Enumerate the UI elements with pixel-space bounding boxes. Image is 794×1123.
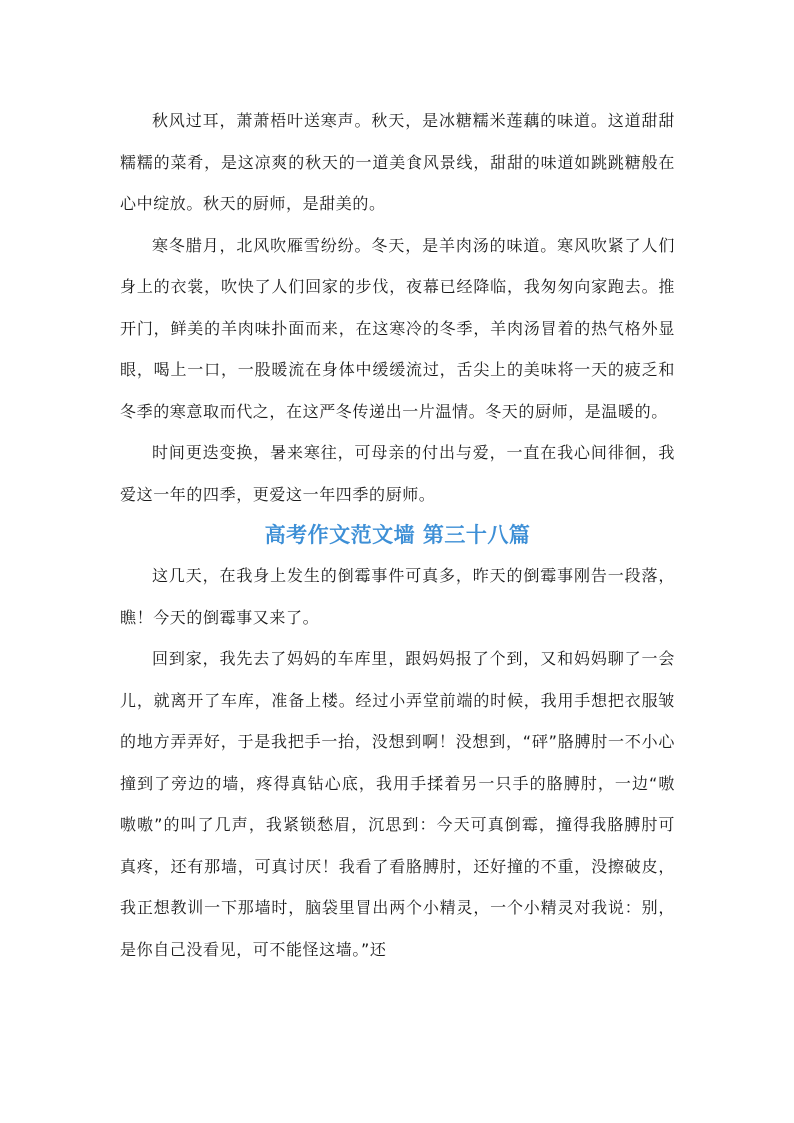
paragraph-winter: 寒冬腊月，北风吹雁雪纷纷。冬天，是羊肉汤的味道。寒风吹紧了人们身上的衣裳，吹快了人们回家的步伐，夜幕已经降临，我匆匆向家跑去。推开门，鲜美的羊肉味扑面而来，在这寒冷的冬季，羊肉汤冒着的热气格外显眼，喝上一口，一股暖流在身体中缓缓流过，舌尖上的美味将一天的疲乏和冬季的寒意取而代之，在这严冬传递出一片温情。冬天的厨师，是温暖的。 [120,235,675,421]
paragraph-autumn: 秋风过耳，萧萧梧叶送寒声。秋天，是冰糖糯米莲藕的味道。这道甜甜糯糯的菜肴，是这凉爽的秋天的一道美食风景线，甜甜的味道如跳跳糖般在心中绽放。秋天的厨师，是甜美的。 [120,111,675,213]
document-body [120,100,675,970]
paragraph-bad-luck-story: 回到家，我先去了妈妈的车库里，跟妈妈报了个到，又和妈妈聊了一会儿，就离开了车库，准备上楼。经过小弄堂前端的时候，我用手想把衣服皱的地方弄弄好，于是我把手一抬，没想到啊！没想到，“砰”胳膊肘一不小心撞到了旁边的墙，疼得真钻心底，我用手揉着另一只手的胳膊肘，一边“嗷嗷嗷”的叫了几声，我紧锁愁眉，沉思到：今天可真倒霉，撞得我胳膊肘可真疼，还有那墙，可真讨厌！我看了看胳膊肘，还好撞的不重，没擦破皮，我正想教训一下那墙时，脑袋里冒出两个小精灵，一个小精灵对我说：别，是你自己没看见，可不能怪这墙。”还 [120,649,675,959]
section-heading: 高考作文范文墙 第三十八篇 [264,523,531,547]
paragraph-bad-luck-intro: 这几天，在我身上发生的倒霉事件可真多，昨天的倒霉事刚告一段落，瞧！今天的倒霉事又来了。 [120,566,675,627]
paragraph-conclusion: 时间更迭变换，暑来寒往，可母亲的付出与爱，一直在我心间徘徊，我爱这一年的四季，更爱这一年四季的厨师。 [120,443,675,504]
